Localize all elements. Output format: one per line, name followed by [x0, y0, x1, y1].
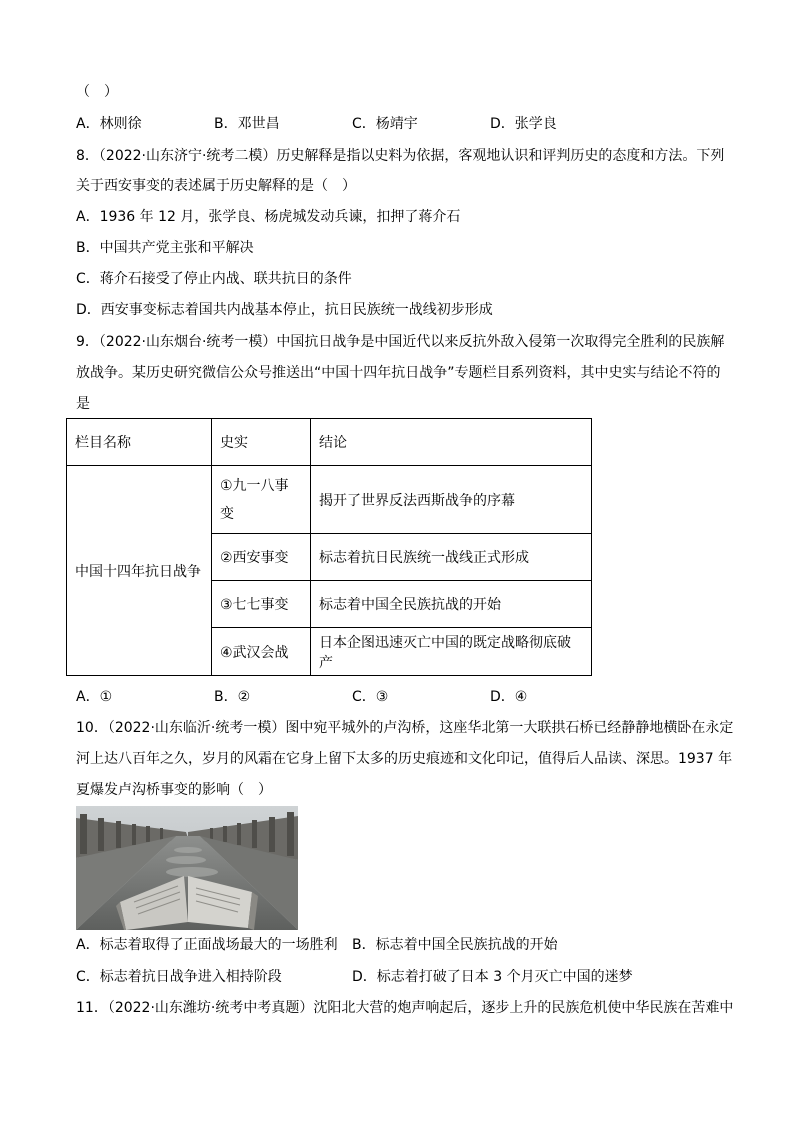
- conclusion-cell: 日本企图迅速灭亡中国的既定战略彻底破产: [311, 628, 592, 676]
- fact-cell: ④武汉会战: [212, 628, 311, 676]
- q10-option-b: B．标志着中国全民族抗战的开始: [352, 937, 558, 953]
- q7-paren: （ ）: [76, 84, 118, 100]
- q7-option-c: C．杨靖宇: [352, 116, 418, 132]
- q10-stem-line2: 河上达八百年之久，岁月的风霜在它身上留下太多的历史痕迹和文化印记，值得后人品读、深思。1937 年: [76, 751, 733, 767]
- q9-stem-line2: 放战争。某历史研究微信公众号推送出“中国十四年抗日战争”专题栏目系列资料，其中史实与结论不符的: [76, 365, 721, 381]
- table-header-row: [67, 419, 592, 466]
- q9-stem-line1: 9．（2022·山东烟台·统考一模）中国抗日战争是中国近代以来反抗外敌入侵第一次取得完全胜利的民族解: [76, 334, 725, 350]
- q10-option-a: A．标志着取得了正面战场最大的一场胜利: [76, 937, 338, 953]
- header-fact: 史实: [212, 419, 311, 466]
- table-row: [67, 466, 592, 534]
- fact-text-line2: 变: [220, 505, 234, 522]
- q8-option-c: C．蒋介石接受了停止内战、联共抗日的条件: [76, 271, 352, 287]
- fact-cell: [212, 466, 311, 534]
- fact-cell: ②西安事变: [212, 534, 311, 581]
- q7-option-d: D．张学良: [490, 116, 557, 132]
- q8-option-d: D．西安事变标志着国共内战基本停止，抗日民族统一战线初步形成: [76, 302, 493, 318]
- lugou-bridge-photo: [76, 806, 298, 930]
- conclusion-cell: 揭开了世界反法西斯战争的序幕: [311, 466, 592, 534]
- q9-option-c: C．③: [352, 689, 389, 705]
- q9-option-b: B．②: [214, 689, 251, 705]
- conclusion-cell: 标志着抗日民族统一战线正式形成: [311, 534, 592, 581]
- q8-option-a: A．1936 年 12 月，张学良、杨虎城发动兵谏，扣押了蒋介石: [76, 209, 461, 225]
- q8-stem-line1: 8．（2022·山东济宁·统考二模）历史解释是指以史料为依据，客观地认识和评判历史的态度和方法。下列: [76, 148, 725, 164]
- q9-option-d: D．④: [490, 689, 528, 705]
- header-column-name: 栏目名称: [67, 419, 212, 466]
- conclusion-cell: 标志着中国全民族抗战的开始: [311, 581, 592, 628]
- q9-option-a: A．①: [76, 689, 113, 705]
- q8-stem-line2: 关于西安事变的表述属于历史解释的是（ ）: [76, 178, 356, 194]
- q8-option-b: B．中国共产党主张和平解决: [76, 240, 254, 256]
- q9-table: [66, 418, 592, 676]
- q9-stem-line3: 是: [76, 396, 90, 412]
- fact-cell: ③七七事变: [212, 581, 311, 628]
- q11-stem-line1: 11．（2022·山东潍坊·统考中考真题）沈阳北大营的炮声响起后，逐步上升的民族危机使中华民族在苦难中: [76, 1000, 734, 1016]
- q10-option-c: C．标志着抗日战争进入相持阶段: [76, 969, 282, 985]
- q10-stem-line3: 夏爆发卢沟桥事变的影响（ ）: [76, 782, 272, 798]
- q7-option-b: B．邓世昌: [214, 116, 280, 132]
- q10-option-d: D．标志着打破了日本 3 个月灭亡中国的迷梦: [352, 969, 633, 985]
- header-conclusion: 结论: [311, 419, 592, 466]
- q10-stem-line1: 10．（2022·山东临沂·统考一模）图中宛平城外的卢沟桥，这座华北第一大联拱石桥已经静静地横卧在永定: [76, 720, 734, 736]
- q7-option-a: A．林则徐: [76, 116, 142, 132]
- fact-text-line1: ①九一八事: [220, 477, 289, 494]
- column-name-cell: 中国十四年抗日战争: [67, 466, 212, 676]
